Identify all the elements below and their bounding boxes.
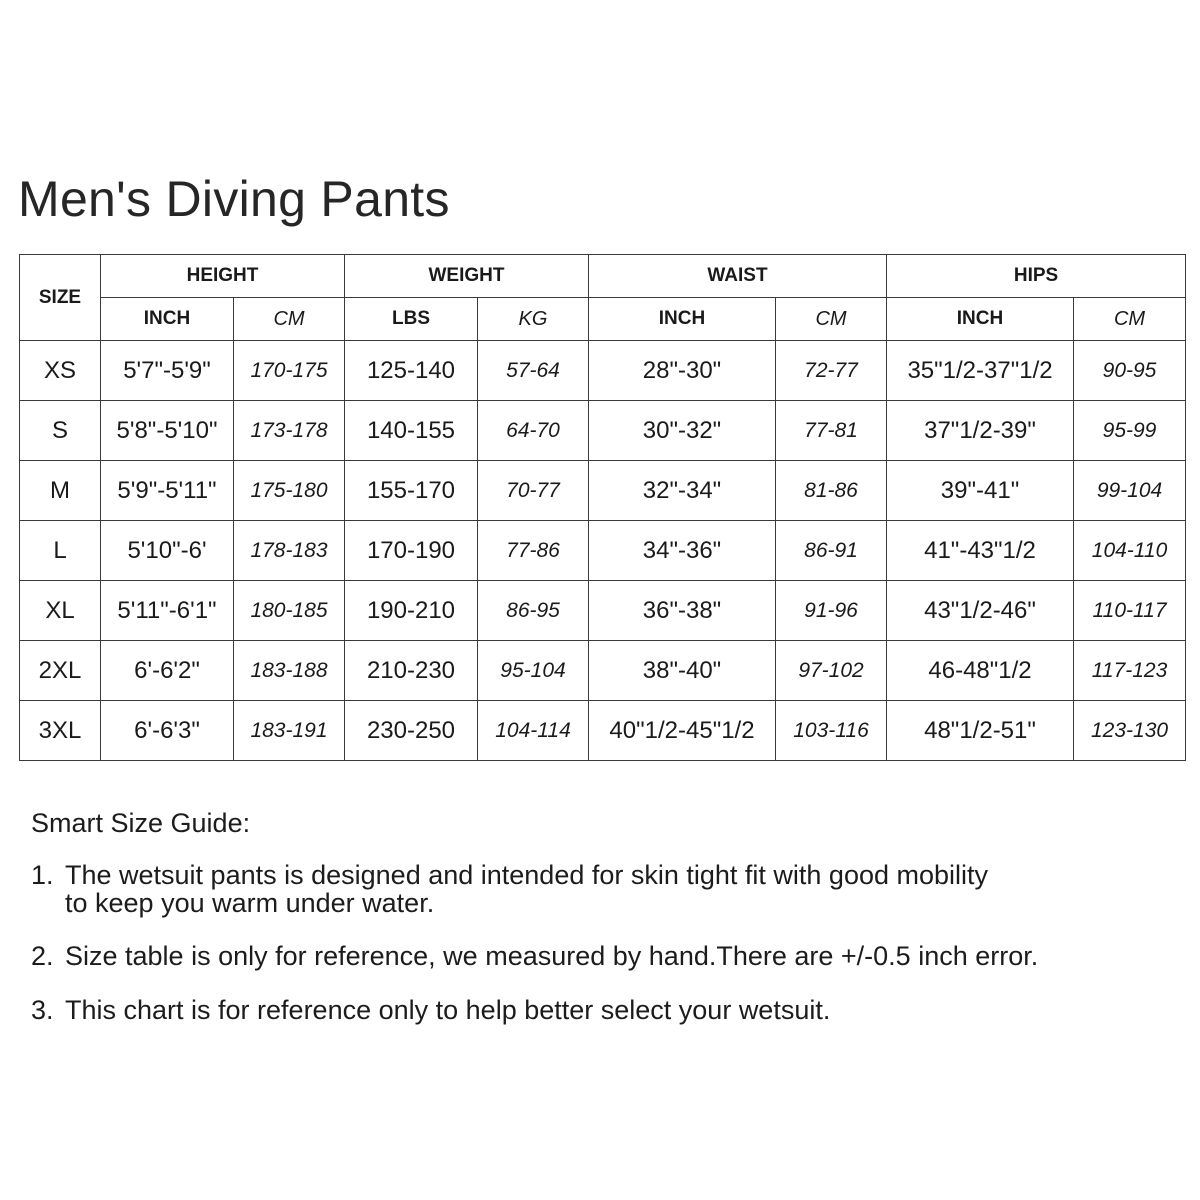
cell-waist-inch: 34"-36" — [589, 521, 776, 581]
cell-hips-inch: 37"1/2-39" — [887, 401, 1074, 461]
cell-hips-cm: 117-123 — [1074, 641, 1186, 701]
cell-size: XS — [20, 341, 101, 401]
cell-hips-cm: 90-95 — [1074, 341, 1186, 401]
cell-size: L — [20, 521, 101, 581]
cell-hips-cm: 110-117 — [1074, 581, 1186, 641]
header-waist: WAIST — [589, 255, 887, 298]
cell-height-cm: 175-180 — [234, 461, 345, 521]
cell-height-inch: 6'-6'2" — [101, 641, 234, 701]
unit-waist-cm: CM — [776, 298, 887, 341]
cell-waist-cm: 86-91 — [776, 521, 887, 581]
cell-size: M — [20, 461, 101, 521]
table-body — [20, 341, 1186, 761]
table-header-row — [20, 255, 1186, 298]
table-unit-row — [20, 298, 1186, 341]
unit-waist-inch: INCH — [589, 298, 776, 341]
guide-item-text — [65, 861, 988, 917]
unit-hips-cm: CM — [1074, 298, 1186, 341]
cell-height-cm: 170-175 — [234, 341, 345, 401]
cell-waist-inch: 38"-40" — [589, 641, 776, 701]
cell-weight-lbs: 230-250 — [345, 701, 478, 761]
cell-size: 3XL — [20, 701, 101, 761]
table-row — [20, 461, 1186, 521]
cell-hips-cm: 104-110 — [1074, 521, 1186, 581]
unit-height-inch: INCH — [101, 298, 234, 341]
cell-waist-inch: 28"-30" — [589, 341, 776, 401]
cell-height-cm: 183-191 — [234, 701, 345, 761]
cell-waist-inch: 32"-34" — [589, 461, 776, 521]
cell-waist-cm: 77-81 — [776, 401, 887, 461]
guide-item-line: Size table is only for reference, we measured by hand.There are +/-0.5 inch error. — [65, 941, 1039, 971]
guide-item-line: This chart is for reference only to help better select your wetsuit. — [65, 995, 831, 1025]
guide-title: Smart Size Guide: — [31, 808, 251, 838]
unit-weight-kg: KG — [478, 298, 589, 341]
cell-weight-lbs: 125-140 — [345, 341, 478, 401]
cell-waist-inch: 36"-38" — [589, 581, 776, 641]
cell-waist-cm: 72-77 — [776, 341, 887, 401]
table-row — [20, 341, 1186, 401]
cell-height-cm: 180-185 — [234, 581, 345, 641]
cell-height-inch: 5'8"-5'10" — [101, 401, 234, 461]
size-guide — [31, 806, 1181, 1025]
cell-hips-inch: 48"1/2-51" — [887, 701, 1074, 761]
cell-hips-cm: 95-99 — [1074, 401, 1186, 461]
cell-weight-kg: 70-77 — [478, 461, 589, 521]
guide-item-1 — [31, 861, 988, 917]
cell-height-inch: 6'-6'3" — [101, 701, 234, 761]
cell-hips-inch: 35"1/2-37"1/2 — [887, 341, 1074, 401]
guide-item-number: 1. — [31, 860, 54, 890]
cell-size: 2XL — [20, 641, 101, 701]
cell-hips-inch: 46-48"1/2 — [887, 641, 1074, 701]
unit-hips-inch: INCH — [887, 298, 1074, 341]
cell-weight-kg: 77-86 — [478, 521, 589, 581]
cell-height-cm: 173-178 — [234, 401, 345, 461]
header-hips: HIPS — [887, 255, 1186, 298]
cell-waist-cm: 103-116 — [776, 701, 887, 761]
cell-weight-kg: 104-114 — [478, 701, 589, 761]
cell-size: S — [20, 401, 101, 461]
cell-waist-cm: 97-102 — [776, 641, 887, 701]
guide-item-text — [65, 942, 1038, 970]
size-table — [19, 254, 1186, 761]
guide-item-line: to keep you warm under water. — [65, 888, 435, 918]
unit-weight-lbs: LBS — [345, 298, 478, 341]
cell-hips-cm: 123-130 — [1074, 701, 1186, 761]
cell-weight-lbs: 155-170 — [345, 461, 478, 521]
cell-waist-inch: 40"1/2-45"1/2 — [589, 701, 776, 761]
table-row — [20, 401, 1186, 461]
cell-weight-lbs: 210-230 — [345, 641, 478, 701]
cell-size: XL — [20, 581, 101, 641]
cell-hips-inch: 43"1/2-46" — [887, 581, 1074, 641]
cell-weight-kg: 64-70 — [478, 401, 589, 461]
cell-height-cm: 178-183 — [234, 521, 345, 581]
cell-height-inch: 5'9"-5'11" — [101, 461, 234, 521]
cell-weight-kg: 57-64 — [478, 341, 589, 401]
cell-weight-kg: 95-104 — [478, 641, 589, 701]
unit-height-cm: CM — [234, 298, 345, 341]
page-title: Men's Diving Pants — [18, 171, 450, 227]
cell-height-inch: 5'7"-5'9" — [101, 341, 234, 401]
cell-hips-cm: 99-104 — [1074, 461, 1186, 521]
guide-item-number: 2. — [31, 941, 54, 971]
cell-height-inch: 5'11"-6'1" — [101, 581, 234, 641]
cell-hips-inch: 39"-41" — [887, 461, 1074, 521]
guide-item-line: The wetsuit pants is designed and intended for skin tight fit with good mobility — [65, 860, 989, 890]
cell-weight-lbs: 190-210 — [345, 581, 478, 641]
header-size: SIZE — [20, 255, 101, 341]
cell-weight-kg: 86-95 — [478, 581, 589, 641]
cell-waist-inch: 30"-32" — [589, 401, 776, 461]
header-weight: WEIGHT — [345, 255, 589, 298]
cell-hips-inch: 41"-43"1/2 — [887, 521, 1074, 581]
guide-item-2 — [31, 942, 1038, 970]
guide-item-3 — [31, 996, 830, 1024]
table-row — [20, 521, 1186, 581]
cell-weight-lbs: 140-155 — [345, 401, 478, 461]
table-row — [20, 641, 1186, 701]
table-row — [20, 581, 1186, 641]
header-height: HEIGHT — [101, 255, 345, 298]
cell-weight-lbs: 170-190 — [345, 521, 478, 581]
cell-waist-cm: 91-96 — [776, 581, 887, 641]
cell-height-cm: 183-188 — [234, 641, 345, 701]
table-row — [20, 701, 1186, 761]
guide-item-text — [65, 996, 830, 1024]
guide-item-number: 3. — [31, 995, 54, 1025]
cell-waist-cm: 81-86 — [776, 461, 887, 521]
cell-height-inch: 5'10"-6' — [101, 521, 234, 581]
